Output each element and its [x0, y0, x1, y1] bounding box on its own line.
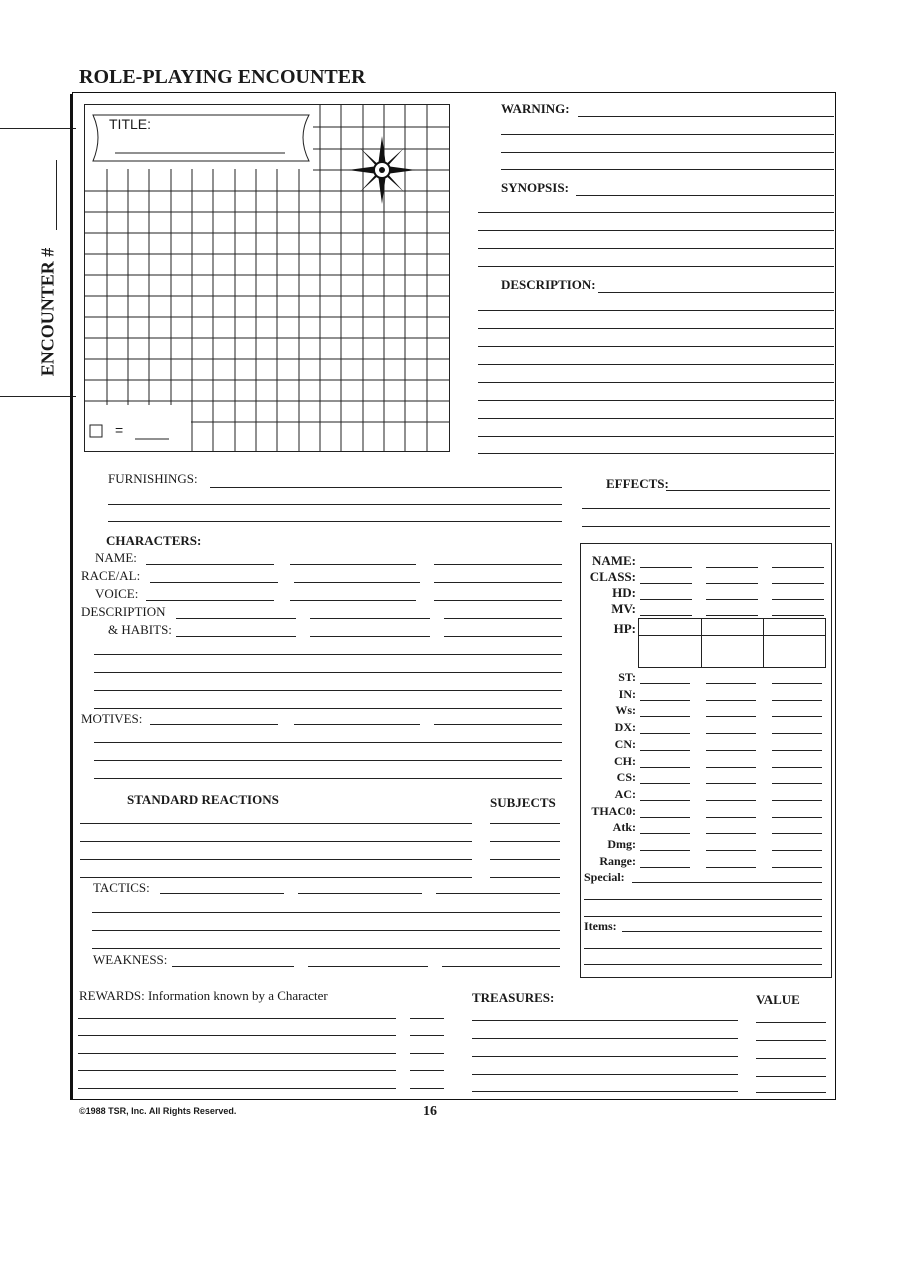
stat-attribute-field[interactable] — [772, 750, 822, 751]
side-tab-top-rule — [0, 128, 76, 129]
stat-attribute-field[interactable] — [640, 783, 690, 784]
stat-attribute-field[interactable] — [706, 700, 756, 701]
treasure-line[interactable] — [472, 1074, 738, 1075]
stat-attribute-field[interactable] — [640, 850, 690, 851]
tactics-line[interactable] — [92, 912, 560, 913]
char-name-label: NAME: — [95, 550, 137, 565]
char-race-field[interactable] — [434, 582, 562, 583]
stat-items-line[interactable] — [584, 948, 822, 949]
stat-hd-field[interactable] — [772, 599, 824, 600]
map-title-label: TITLE: — [109, 116, 152, 132]
char-voice-field[interactable] — [146, 600, 274, 601]
char-habits-label: & HABITS: — [108, 622, 172, 637]
reward-subject-line[interactable] — [410, 1035, 444, 1036]
stat-attribute-field[interactable] — [706, 850, 756, 851]
char-motives-line[interactable] — [94, 742, 562, 743]
reward-subject-line[interactable] — [410, 1053, 444, 1054]
description-label: DESCRIPTION: — [501, 277, 596, 292]
reward-line[interactable] — [78, 1018, 396, 1019]
stat-attribute-field[interactable] — [640, 867, 690, 868]
stat-attribute-label: THAC0: — [591, 804, 636, 818]
side-tab-bottom-rule — [0, 396, 76, 397]
stat-hd-field[interactable] — [640, 599, 692, 600]
stat-name-label: NAME: — [591, 553, 636, 568]
stat-attribute-label: CH: — [614, 754, 636, 768]
value-heading: VALUE — [756, 992, 800, 1007]
warning-line[interactable] — [501, 169, 834, 170]
effects-label: EFFECTS: — [606, 476, 669, 491]
stat-special-field[interactable] — [632, 882, 822, 883]
description-line[interactable] — [478, 436, 834, 437]
stat-attribute-field[interactable] — [640, 716, 690, 717]
stat-class-field[interactable] — [706, 583, 758, 584]
stat-attribute-field[interactable] — [772, 817, 822, 818]
furnishings-label: FURNISHINGS: — [108, 471, 198, 486]
tactics-label: TACTICS: — [93, 880, 150, 895]
char-habits-field[interactable] — [176, 636, 296, 637]
warning-line[interactable] — [501, 152, 834, 153]
stat-attribute-label: Atk: — [612, 820, 636, 834]
stat-attribute-field[interactable] — [706, 867, 756, 868]
effects-line[interactable] — [582, 526, 830, 527]
synopsis-field[interactable] — [576, 195, 834, 196]
description-line[interactable] — [478, 400, 834, 401]
stat-mv-field[interactable] — [706, 615, 758, 616]
stat-hd-label: HD: — [612, 585, 636, 600]
treasure-line[interactable] — [472, 1038, 738, 1039]
hp-tracker-divider — [763, 619, 764, 667]
stat-attribute-field[interactable] — [706, 800, 756, 801]
furnishings-line[interactable] — [108, 504, 562, 505]
synopsis-line[interactable] — [478, 212, 834, 213]
description-line[interactable] — [478, 453, 834, 454]
reward-line[interactable] — [78, 1070, 396, 1071]
effects-line[interactable] — [582, 508, 830, 509]
reward-line[interactable] — [78, 1088, 396, 1089]
treasure-line[interactable] — [472, 1020, 738, 1021]
stat-hd-field[interactable] — [706, 599, 758, 600]
char-habits-line[interactable] — [94, 708, 562, 709]
tactics-field[interactable] — [160, 893, 284, 894]
stat-attribute-label: CS: — [616, 770, 636, 784]
standard-reactions-heading: STANDARD REACTIONS — [127, 792, 279, 807]
value-line[interactable] — [756, 1022, 826, 1023]
stat-hp-label: HP: — [613, 621, 636, 636]
stat-attribute-field[interactable] — [772, 800, 822, 801]
char-motives-field[interactable] — [150, 724, 278, 725]
furnishings-field[interactable] — [210, 487, 562, 488]
characters-heading: CHARACTERS: — [106, 533, 202, 548]
char-voice-field[interactable] — [290, 600, 416, 601]
char-name-field[interactable] — [146, 564, 274, 565]
furnishings-line[interactable] — [108, 521, 562, 522]
char-habits-line[interactable] — [94, 654, 562, 655]
char-description-label: DESCRIPTION — [81, 604, 166, 619]
copyright: ©1988 TSR, Inc. All Rights Reserved. — [79, 1106, 237, 1116]
stat-attribute-field[interactable] — [640, 683, 690, 684]
stat-attribute-field[interactable] — [772, 783, 822, 784]
page-title: ROLE-PLAYING ENCOUNTER — [79, 66, 366, 88]
stat-items-field[interactable] — [622, 931, 822, 932]
stat-mv-field[interactable] — [772, 615, 824, 616]
value-line[interactable] — [756, 1040, 826, 1041]
effects-field[interactable] — [666, 490, 830, 491]
compass-rose-icon — [347, 135, 417, 205]
treasure-line[interactable] — [472, 1091, 738, 1092]
tactics-field[interactable] — [298, 893, 422, 894]
reward-line[interactable] — [78, 1053, 396, 1054]
stat-attribute-label: AC: — [614, 787, 636, 801]
stat-attribute-field[interactable] — [640, 800, 690, 801]
description-field[interactable] — [598, 292, 834, 293]
stat-attribute-field[interactable] — [706, 817, 756, 818]
reward-subject-line[interactable] — [410, 1070, 444, 1071]
char-race-label: RACE/AL: — [81, 568, 141, 583]
char-race-field[interactable] — [294, 582, 420, 583]
char-motives-field[interactable] — [294, 724, 420, 725]
stat-attribute-field[interactable] — [706, 716, 756, 717]
subject-line[interactable] — [490, 877, 560, 878]
encounter-number-label: ENCOUNTER # — [37, 247, 58, 377]
reward-subject-line[interactable] — [410, 1018, 444, 1019]
form-frame-shadow — [70, 94, 73, 1100]
value-line[interactable] — [756, 1076, 826, 1077]
description-line[interactable] — [478, 346, 834, 347]
subject-line[interactable] — [490, 823, 560, 824]
stat-special-line[interactable] — [584, 916, 822, 917]
synopsis-label: SYNOPSIS: — [501, 180, 569, 195]
reward-line[interactable] — [78, 1035, 396, 1036]
stat-attribute-field[interactable] — [706, 833, 756, 834]
weakness-field[interactable] — [442, 966, 560, 967]
stat-attribute-field[interactable] — [706, 783, 756, 784]
char-motives-label: MOTIVES: — [81, 711, 143, 726]
char-habits-line[interactable] — [94, 690, 562, 691]
stat-attribute-label: IN: — [618, 687, 636, 701]
subjects-heading: SUBJECTS — [490, 795, 556, 810]
warning-label: WARNING: — [501, 101, 570, 116]
stat-attribute-field[interactable] — [772, 733, 822, 734]
description-line[interactable] — [478, 418, 834, 419]
stat-attribute-field[interactable] — [772, 850, 822, 851]
value-line[interactable] — [756, 1092, 826, 1093]
reward-subject-line[interactable] — [410, 1088, 444, 1089]
stat-special-label: Special: — [584, 870, 625, 884]
description-line[interactable] — [478, 310, 834, 311]
weakness-field[interactable] — [172, 966, 294, 967]
char-description-field[interactable] — [176, 618, 296, 619]
char-description-field[interactable] — [444, 618, 562, 619]
hp-tracker-divider — [639, 635, 825, 636]
stat-items-line[interactable] — [584, 964, 822, 965]
stat-attribute-field[interactable] — [640, 700, 690, 701]
treasure-line[interactable] — [472, 1056, 738, 1057]
description-line[interactable] — [478, 382, 834, 383]
stat-attribute-field[interactable] — [772, 700, 822, 701]
stat-attribute-label: CN: — [614, 737, 636, 751]
stat-attribute-field[interactable] — [706, 733, 756, 734]
stat-attribute-field[interactable] — [772, 833, 822, 834]
char-habits-line[interactable] — [94, 672, 562, 673]
hp-tracker[interactable] — [638, 618, 826, 668]
stat-attribute-label: Dmg: — [607, 837, 636, 851]
char-voice-label: VOICE: — [95, 586, 139, 601]
stat-attribute-field[interactable] — [640, 750, 690, 751]
stat-attribute-field[interactable] — [640, 767, 690, 768]
stat-attribute-field[interactable] — [772, 767, 822, 768]
tactics-line[interactable] — [92, 948, 560, 949]
weakness-field[interactable] — [308, 966, 428, 967]
subject-line[interactable] — [490, 841, 560, 842]
stat-attribute-label: Ws: — [615, 703, 636, 717]
tactics-field[interactable] — [436, 893, 560, 894]
value-line[interactable] — [756, 1058, 826, 1059]
stat-attribute-field[interactable] — [706, 750, 756, 751]
stat-name-field[interactable] — [706, 567, 758, 568]
char-name-field[interactable] — [290, 564, 416, 565]
stat-attribute-field[interactable] — [706, 683, 756, 684]
synopsis-line[interactable] — [478, 248, 834, 249]
char-motives-field[interactable] — [434, 724, 562, 725]
stat-class-field[interactable] — [640, 583, 692, 584]
warning-line[interactable] — [501, 134, 834, 135]
synopsis-line[interactable] — [478, 230, 834, 231]
char-habits-field[interactable] — [444, 636, 562, 637]
stat-mv-field[interactable] — [640, 615, 692, 616]
reaction-line[interactable] — [80, 859, 472, 860]
stat-attribute-label: DX: — [614, 720, 636, 734]
map-scale-equals: = — [115, 422, 124, 438]
stat-mv-label: MV: — [611, 601, 636, 616]
description-line[interactable] — [478, 364, 834, 365]
stat-attribute-field[interactable] — [772, 683, 822, 684]
treasures-heading: TREASURES: — [472, 990, 555, 1005]
char-race-field[interactable] — [150, 582, 278, 583]
weakness-label: WEAKNESS: — [93, 952, 168, 967]
reaction-line[interactable] — [80, 841, 472, 842]
stat-attribute-field[interactable] — [772, 867, 822, 868]
stat-class-label: CLASS: — [589, 569, 636, 584]
stat-attribute-field[interactable] — [640, 733, 690, 734]
map-box — [84, 104, 450, 452]
warning-field[interactable] — [578, 116, 834, 117]
encounter-number-field[interactable] — [56, 160, 57, 230]
synopsis-line[interactable] — [478, 266, 834, 267]
page-number: 16 — [423, 1104, 437, 1119]
char-description-field[interactable] — [310, 618, 430, 619]
stat-attribute-field[interactable] — [772, 716, 822, 717]
char-motives-line[interactable] — [94, 760, 562, 761]
stat-attribute-field[interactable] — [640, 833, 690, 834]
reaction-line[interactable] — [80, 877, 472, 878]
stat-attribute-label: Range: — [599, 854, 636, 868]
stat-attribute-field[interactable] — [706, 767, 756, 768]
stat-special-line[interactable] — [584, 899, 822, 900]
stat-items-label: Items: — [584, 919, 617, 933]
subject-line[interactable] — [490, 859, 560, 860]
rewards-label: REWARDS: Information known by a Character — [79, 988, 328, 1003]
description-line[interactable] — [478, 328, 834, 329]
stat-name-field[interactable] — [640, 567, 692, 568]
char-voice-field[interactable] — [434, 600, 562, 601]
stat-name-field[interactable] — [772, 567, 824, 568]
stat-attribute-label: ST: — [618, 670, 636, 684]
reaction-line[interactable] — [80, 823, 472, 824]
tactics-line[interactable] — [92, 930, 560, 931]
char-motives-line[interactable] — [94, 778, 562, 779]
char-name-field[interactable] — [434, 564, 562, 565]
char-habits-field[interactable] — [310, 636, 430, 637]
stat-attribute-field[interactable] — [640, 817, 690, 818]
hp-tracker-divider — [701, 619, 702, 667]
stat-class-field[interactable] — [772, 583, 824, 584]
